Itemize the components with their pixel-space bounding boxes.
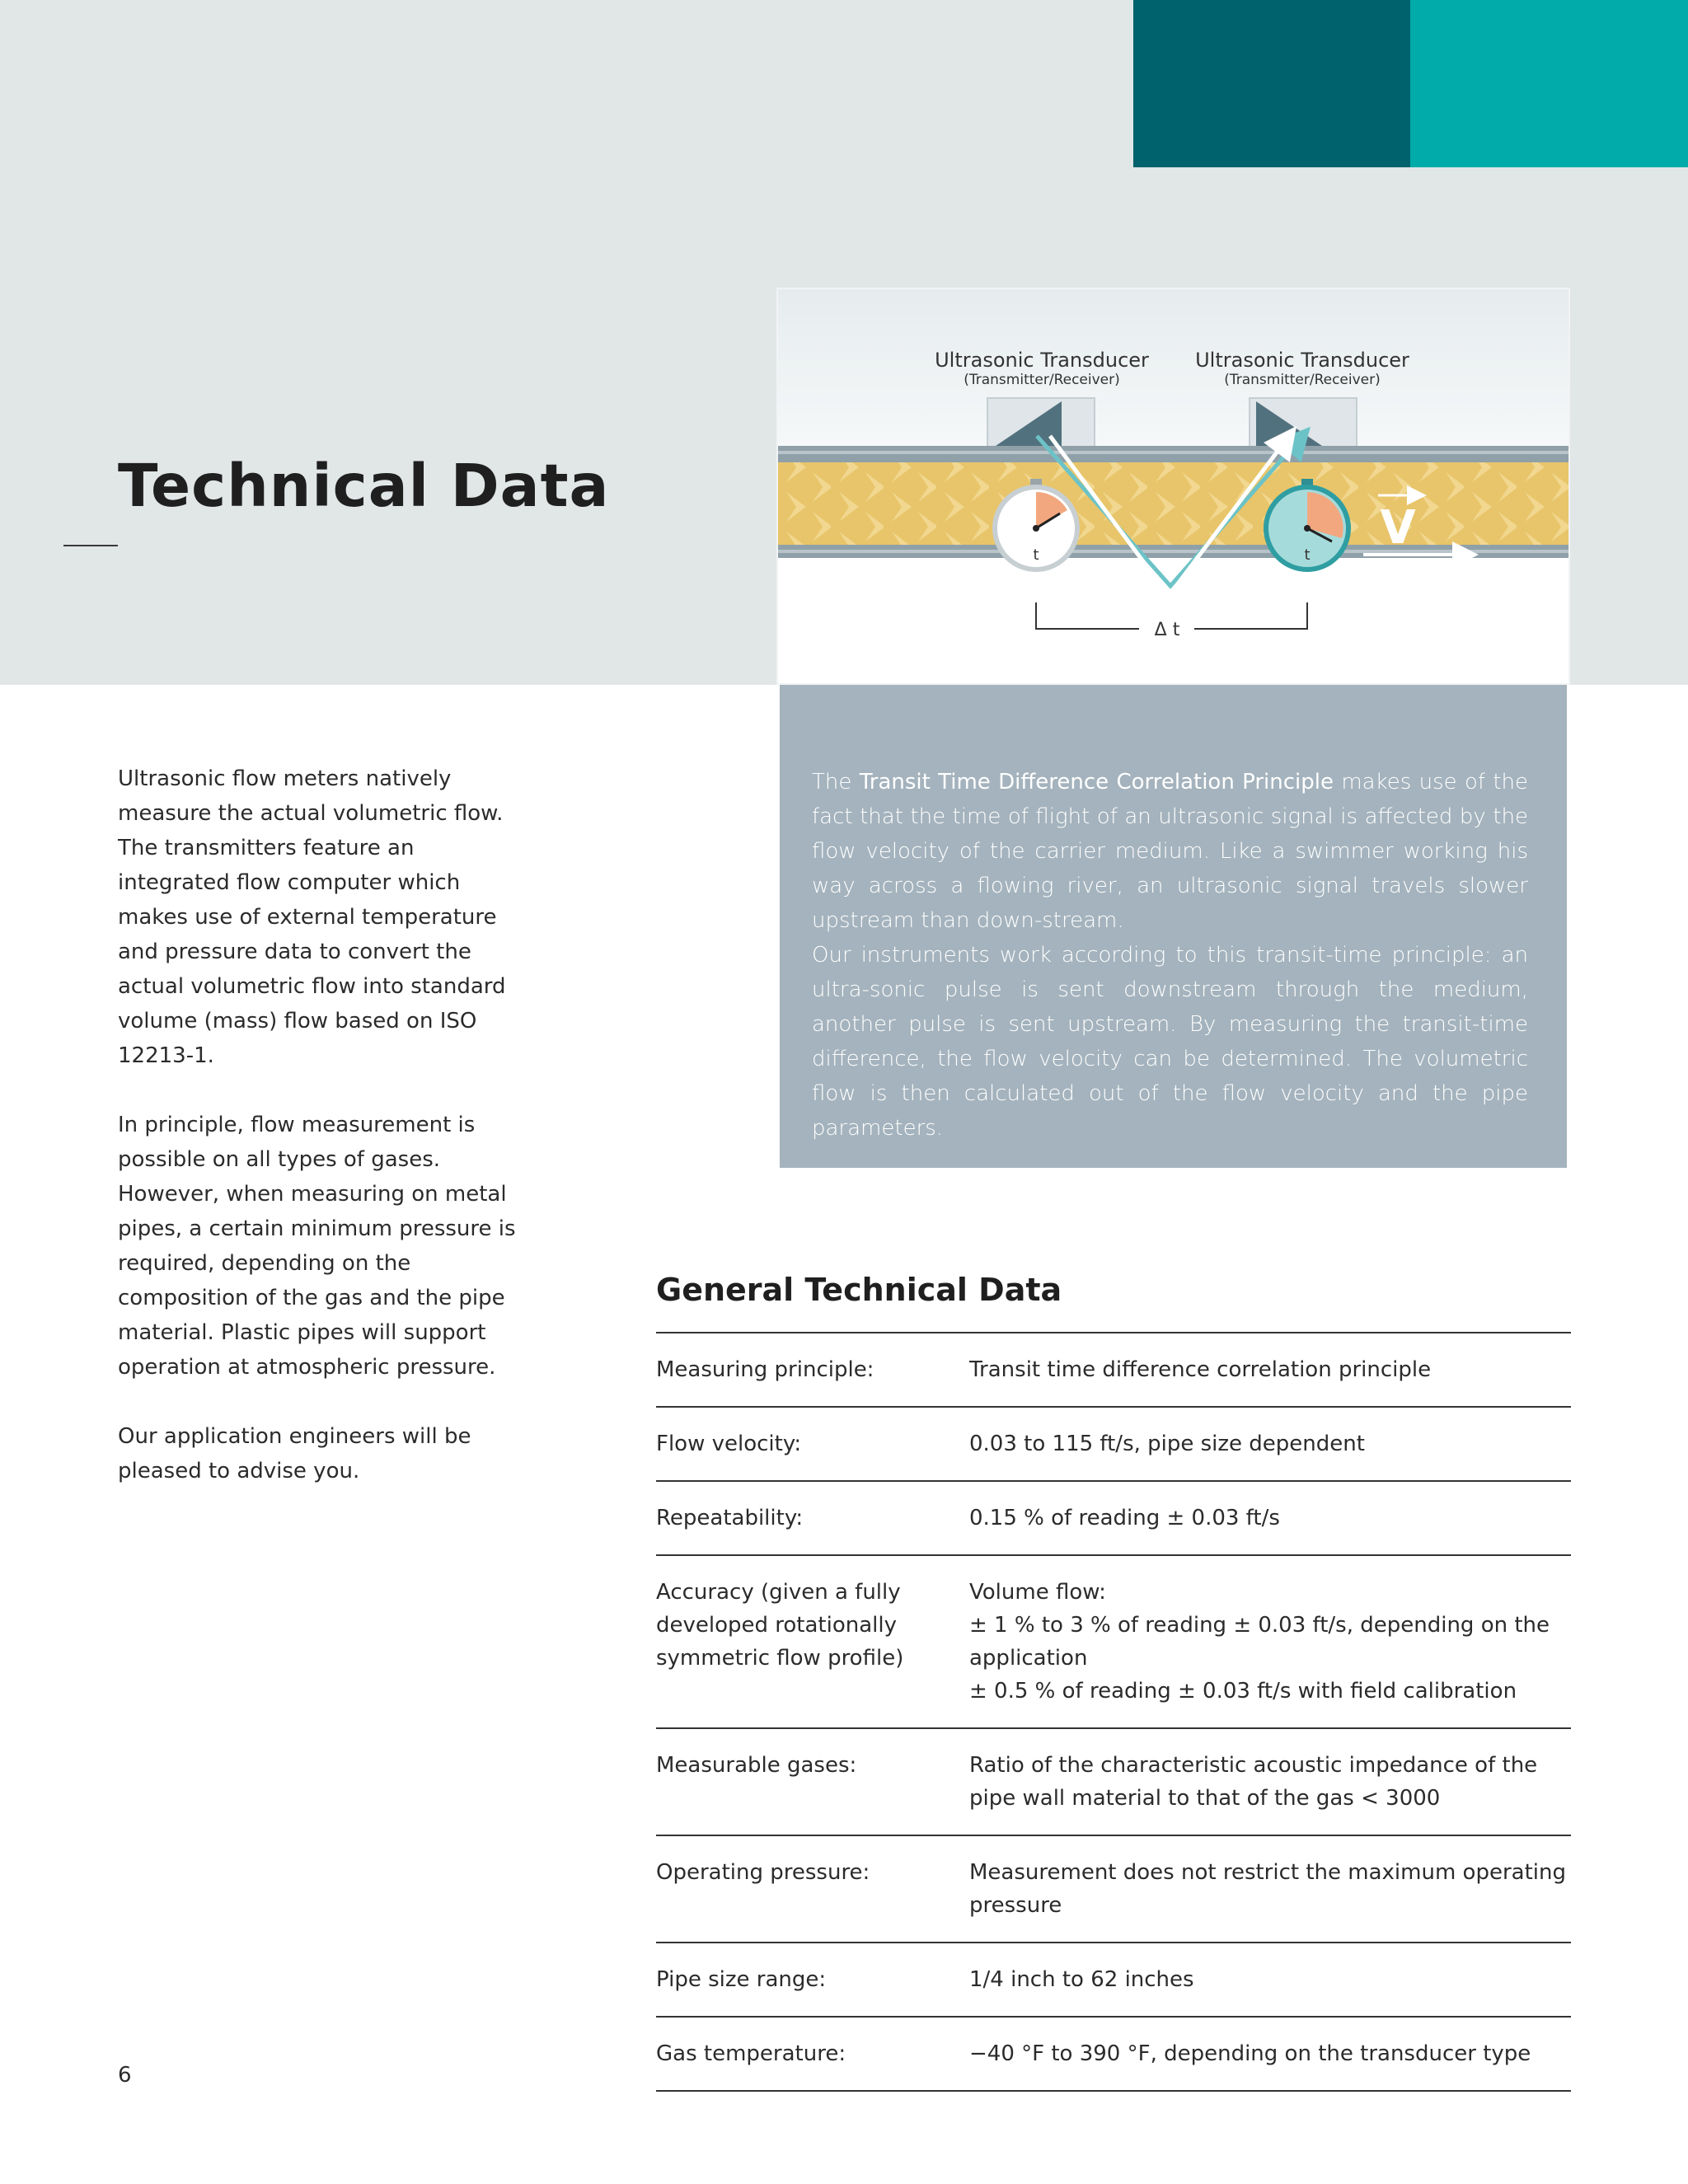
accent-block-light	[1410, 0, 1688, 167]
principle-paragraph-2: Our instruments work according to this transit-time principle: an ultra-sonic pulse is sent downstream through the medium, another pulse is sent upstream. By measuring the transit-time difference, the flow velocity can be determined. The volumetric flow is then calculated out of the flow velocity and the pipe parameters.	[812, 943, 1528, 1141]
table-row	[656, 1482, 1571, 1556]
spec-label: Accuracy (given a fully developed rotationally symmetric flow profile)	[656, 1580, 904, 1671]
title-rule	[63, 545, 118, 546]
table-row	[656, 1333, 1571, 1408]
intro-column	[118, 762, 530, 1523]
spec-label: Flow velocity:	[656, 1432, 802, 1456]
spec-label: Pipe size range:	[656, 1967, 827, 1992]
spec-value: Ratio of the characteristic acoustic impedance of the pipe wall material to that of the gas < 3000	[969, 1753, 1538, 1811]
spec-value: Volume flow: ± 1 % to 3 % of reading ± 0.03 ft/s, depending on the application ± 0.5 % of reading ± 0.03 ft/s with field calibration	[969, 1580, 1550, 1704]
delta-bracket-left	[1036, 602, 1139, 629]
spec-table	[656, 1332, 1571, 2092]
table-row	[656, 1556, 1571, 1729]
principle-info-box	[780, 685, 1567, 1168]
velocity-label: V	[1380, 501, 1416, 555]
spec-label: Repeatability:	[656, 1506, 804, 1530]
delta-bracket-right	[1194, 602, 1307, 629]
transducer-right-subtitle: (Transmitter/Receiver)	[1224, 372, 1381, 388]
diagram-background	[778, 289, 1568, 462]
intro-paragraph-1: Ultrasonic flow meters natively measure the actual volumetric flow. The transmitters feature an integrated flow computer which makes use of external temperature and pressure data to convert the actual volumetric flow into standard volume (mass) flow based on ISO 12213-1.	[118, 766, 506, 1068]
transit-time-diagram	[776, 288, 1570, 685]
table-title: General Technical Data	[656, 1272, 1062, 1308]
principle-paragraph-1: The Transit Time Difference Correlation Principle makes use of the fact that the time of flight of an ultrasonic signal is affected by the flow velocity of the carrier medium. Like a swimmer working his way across a flowing river, an ultrasonic signal travels slower upstream than down-stream.	[812, 770, 1528, 933]
page-title: Technical Data	[118, 452, 610, 520]
spec-value: 0.15 % of reading ± 0.03 ft/s	[969, 1506, 1280, 1530]
table-row	[656, 1729, 1571, 1836]
spec-value: Transit time difference correlation principle	[969, 1357, 1432, 1382]
spec-label: Measuring principle:	[656, 1357, 874, 1382]
stopwatch-right-label: t	[1304, 546, 1311, 564]
spec-label: Gas temperature:	[656, 2041, 846, 2066]
transducer-left-subtitle: (Transmitter/Receiver)	[964, 372, 1120, 388]
intro-paragraph-2: In principle, flow measurement is possible on all types of gases. However, when measuring on metal pipes, a certain minimum pressure is required, depending on the composition of the gas and the pipe material. Plastic pipes will support operation at atmospheric pressure.	[118, 1113, 516, 1380]
intro-paragraph-3: Our application engineers will be pleased to advise you.	[118, 1424, 471, 1483]
spec-value: −40 °F to 390 °F, depending on the transducer type	[969, 2041, 1531, 2066]
stopwatch-left-label: t	[1033, 546, 1039, 564]
spec-label: Measurable gases:	[656, 1753, 857, 1778]
table-row	[656, 1943, 1571, 2018]
pipe-fluid	[778, 462, 1568, 545]
spec-value: 1/4 inch to 62 inches	[969, 1967, 1194, 1992]
table-row	[656, 1408, 1571, 1482]
transducer-right	[1250, 398, 1357, 448]
principle-highlight: Transit Time Difference Correlation Principle	[859, 770, 1334, 794]
spec-value: 0.03 to 115 ft/s, pipe size dependent	[969, 1432, 1365, 1456]
delta-t-label: Δ t	[1154, 620, 1180, 640]
table-row	[656, 2018, 1571, 2092]
table-row	[656, 1836, 1571, 1943]
accent-block-dark	[1133, 0, 1410, 167]
transducer-left-title: Ultrasonic Transducer	[935, 349, 1149, 372]
page-number: 6	[118, 2063, 132, 2088]
transducer-right-title: Ultrasonic Transducer	[1195, 349, 1409, 372]
spec-label: Operating pressure:	[656, 1860, 870, 1885]
spec-value: Measurement does not restrict the maximum operating pressure	[969, 1860, 1566, 1918]
